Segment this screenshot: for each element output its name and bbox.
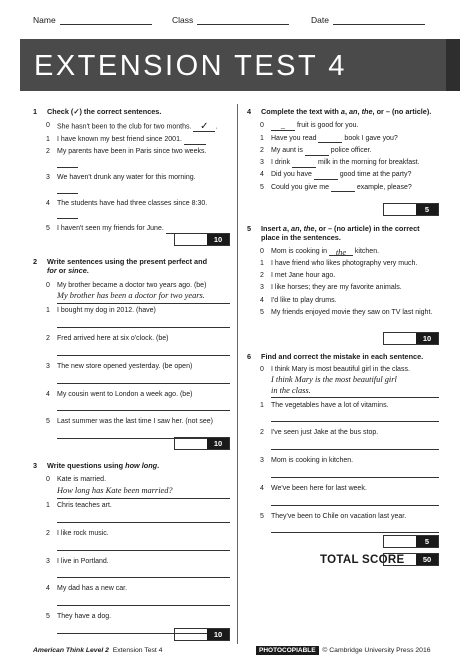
- class-field[interactable]: [172, 15, 289, 25]
- list-item: 5 They've been to Chile on vacation last year.: [260, 512, 407, 520]
- list-item: 2 My parents have been in Paris since two weeks.: [46, 148, 207, 156]
- score-box-q6[interactable]: 5: [383, 535, 439, 548]
- example-item: 0 – fruit is good for you.: [260, 122, 359, 133]
- list-item: 1 I have known my best friend since 2001.: [33, 136, 230, 145]
- name-label: Name: [33, 15, 56, 25]
- list-item: 4 The students have had three classes since 8:30.: [46, 199, 208, 207]
- list-item: 5 Could you give me example, please?: [260, 183, 412, 191]
- example-answer: in the class.: [271, 386, 439, 399]
- list-item: 1 Have you read book I gave you?: [260, 134, 398, 142]
- answer-line[interactable]: [271, 521, 439, 533]
- answer-line[interactable]: [57, 594, 230, 606]
- answer-line[interactable]: [57, 511, 230, 523]
- question-title: 2 Write sentences using the present perfect and for or since.: [33, 257, 208, 276]
- list-item: 5 They have a dog.: [46, 613, 112, 621]
- list-item: 2 I like rock music.: [46, 529, 109, 537]
- total-score-box[interactable]: 50: [383, 553, 439, 566]
- date-label: Date: [311, 15, 329, 25]
- name-field[interactable]: [33, 15, 152, 25]
- question-6: [247, 352, 439, 533]
- answer-line[interactable]: [57, 344, 230, 356]
- footer-copyright: PHOTOCOPIABLE © Cambridge University Press 2016: [256, 647, 431, 654]
- answer-blank[interactable]: [57, 183, 78, 194]
- example-item: 0 I think Mary is most beautiful girl in the class.: [260, 366, 410, 374]
- score-box-q2[interactable]: 10: [174, 437, 230, 450]
- list-item: 1 I have friend who likes photography very much.: [260, 259, 418, 267]
- list-item: 2 My aunt is police officer.: [260, 146, 372, 154]
- list-item: 3 I drink milk in the morning for breakfast.: [260, 159, 420, 167]
- example-item: 0 Kate is married.: [46, 476, 107, 484]
- example-answer: I think Mary is the most beautiful girl: [271, 375, 397, 385]
- list-item: 1 The vegetables have a lot of vitamins.: [260, 401, 389, 409]
- question-2: [33, 257, 230, 439]
- list-item: 1 Chris teaches art.: [46, 502, 112, 510]
- example-answer: the: [329, 248, 353, 256]
- banner-tab: [446, 39, 460, 91]
- question-title: 1 Check (✓) the correct sentences.: [33, 107, 162, 116]
- answer-blank[interactable]: [184, 137, 206, 145]
- example-item: 0 She hasn't been to the club for two months. ✓ .: [46, 121, 218, 133]
- example-answer: My brother has been a doctor for two years.: [57, 291, 230, 304]
- name-rule: [60, 16, 152, 25]
- answer-line[interactable]: [57, 316, 230, 328]
- page-title: EXTENSION TEST 4: [34, 50, 347, 82]
- answer-line[interactable]: [271, 438, 439, 450]
- list-item: 4 My cousin went to London a week ago. (be): [46, 390, 193, 398]
- question-title: 4 Complete the text with a, an, the, or – (no article).: [247, 107, 432, 116]
- answer-blank[interactable]: [305, 148, 329, 156]
- list-item: 3 The new store opened yesterday. (be open): [46, 362, 193, 370]
- answer-blank[interactable]: [57, 208, 78, 219]
- list-item: 3 I live in Portland.: [46, 557, 109, 565]
- score-box-q5[interactable]: 10: [383, 332, 439, 345]
- date-rule: [333, 16, 425, 25]
- question-1: [33, 107, 230, 234]
- list-item: 5 I haven't seen my friends for June.: [33, 225, 230, 234]
- answer-blank[interactable]: [57, 157, 78, 168]
- list-item: 3 I like horses; they are my favorite animals.: [260, 284, 402, 292]
- score-box-q4[interactable]: 5: [383, 203, 439, 216]
- list-item: 5 Last summer was the last time I saw her. (not see): [46, 418, 214, 426]
- list-item: 4 I'd like to play drums.: [260, 296, 337, 304]
- answer-line[interactable]: [271, 494, 439, 506]
- example-item: 0 My brother became a doctor two years ago. (be): [46, 281, 207, 289]
- class-rule: [197, 16, 289, 25]
- question-4: [247, 107, 439, 192]
- list-item: 4 My dad has a new car.: [46, 585, 128, 593]
- answer-line[interactable]: [271, 466, 439, 478]
- list-item: 5 My friends enjoyed movie they saw on TV last night.: [260, 308, 433, 316]
- list-item: 2 Fred arrived here at six o'clock. (be): [46, 335, 169, 343]
- question-title: 5 Insert a, an, the, or – (no article) in the correct place in the sentences.: [247, 224, 420, 243]
- list-item: 4 We've been here for last week.: [260, 484, 367, 492]
- question-5: [247, 224, 439, 318]
- answer-line[interactable]: [57, 539, 230, 551]
- list-item: 2 I've seen just Jake at the bus stop.: [260, 429, 379, 437]
- score-box-q3[interactable]: 10: [174, 628, 230, 641]
- total-score-label: TOTAL SCORE: [320, 554, 405, 566]
- title-banner: [20, 39, 460, 91]
- score-box-q1[interactable]: 10: [174, 233, 230, 246]
- footer-book: American Think Level 2 Extension Test 4: [33, 647, 163, 654]
- question-title: 6 Find and correct the mistake in each sentence.: [247, 352, 424, 361]
- answer-line[interactable]: [57, 372, 230, 384]
- answer-blank[interactable]: [292, 160, 316, 168]
- example-answer: –: [271, 123, 295, 131]
- answer-blank[interactable]: [314, 172, 338, 180]
- answer-line[interactable]: [57, 566, 230, 578]
- question-3: [33, 461, 230, 634]
- list-item: 3 We haven't drunk any water for this morning.: [46, 173, 196, 181]
- list-item: 2 I met Jane hour ago.: [260, 272, 336, 280]
- list-item: 1 I bought my dog in 2012. (have): [46, 307, 156, 315]
- answer-blank[interactable]: [318, 135, 342, 143]
- answer-line[interactable]: [57, 399, 230, 411]
- photocopiable-badge: PHOTOCOPIABLE: [256, 646, 319, 655]
- answer-line[interactable]: [271, 410, 439, 422]
- check-mark: ✓: [193, 122, 215, 132]
- example-item: 0 Mom is cooking in the kitchen.: [260, 247, 380, 258]
- class-label: Class: [172, 15, 194, 25]
- list-item: 4 Did you have good time at the party?: [260, 171, 412, 179]
- date-field[interactable]: [311, 15, 425, 25]
- answer-blank[interactable]: [331, 184, 355, 192]
- column-divider: [237, 104, 238, 644]
- question-title: 3 Write questions using how long.: [33, 461, 160, 470]
- list-item: 3 Mom is cooking in kitchen.: [260, 457, 354, 465]
- example-answer: How long has Kate been married?: [57, 486, 230, 499]
